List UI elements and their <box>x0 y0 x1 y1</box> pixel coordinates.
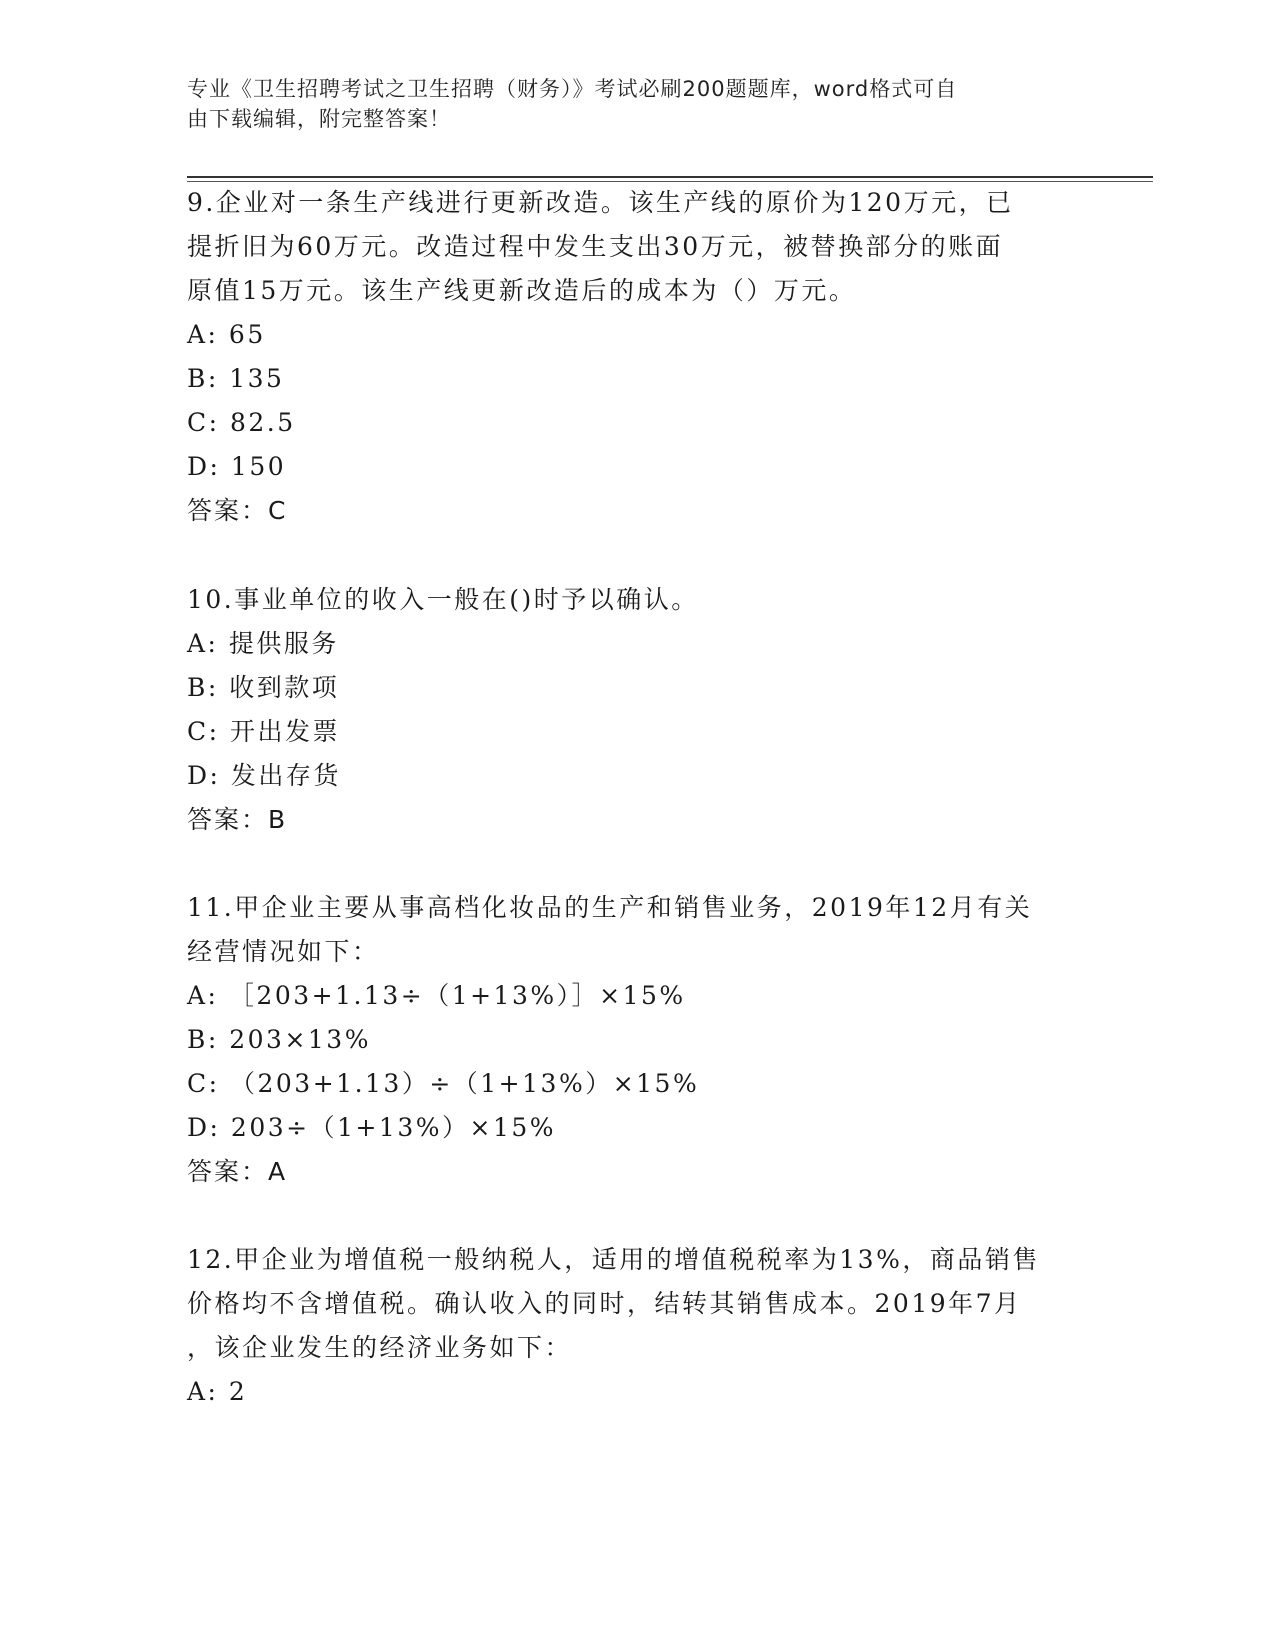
header-line-2: 由下载编辑，附完整答案！ <box>187 107 451 131</box>
question-11-option-c: C: （203+1.13）÷（1+13%）×15% <box>187 1069 700 1098</box>
question-9-stem-line-3: 原值15万元。该生产线更新改造后的成本为（）万元。 <box>187 276 857 305</box>
question-10-option-a: A: 提供服务 <box>187 629 339 658</box>
question-11-option-b: B: 203×13% <box>187 1025 371 1054</box>
question-9-option-b: B: 135 <box>187 364 285 393</box>
question-10-option-c: C: 开出发票 <box>187 717 340 746</box>
header-line-1: 专业《卫生招聘考试之卫生招聘（财务）》考试必刷200题题库，word格式可自 <box>187 77 958 101</box>
question-11-stem-line-2: 经营情况如下： <box>187 937 380 966</box>
header-divider-thin <box>187 181 1153 182</box>
question-11-stem-line-1: 11.甲企业主要从事高档化妆品的生产和销售业务，2019年12月有关 <box>187 893 1033 922</box>
question-9-stem-line-1: 9.企业对一条生产线进行更新改造。该生产线的原价为120万元，已 <box>187 188 1014 217</box>
header-divider-thick <box>187 176 1153 178</box>
question-9-option-a: A: 65 <box>187 320 266 349</box>
question-12-stem-line-3: ，该企业发生的经济业务如下： <box>187 1333 573 1362</box>
question-12-option-a: A: 2 <box>187 1377 248 1406</box>
question-9-option-d: D: 150 <box>187 452 287 481</box>
question-11-answer: 答案：A <box>187 1157 288 1186</box>
question-9-answer: 答案：C <box>187 496 288 525</box>
question-11-option-d: D: 203÷（1+13%）×15% <box>187 1113 557 1142</box>
question-9-stem-line-2: 提折旧为60万元。改造过程中发生支出30万元，被替换部分的账面 <box>187 232 1004 261</box>
question-12-stem-line-1: 12.甲企业为增值税一般纳税人，适用的增值税税率为13%，商品销售 <box>187 1245 1040 1274</box>
question-11-option-a: A: ［203+1.13÷（1+13%）］×15% <box>187 981 686 1010</box>
question-9-option-c: C: 82.5 <box>187 408 296 437</box>
document-header <box>187 74 1067 134</box>
question-10-answer: 答案：B <box>187 805 288 834</box>
question-10-stem-line-1: 10.事业单位的收入一般在()时予以确认。 <box>187 585 699 614</box>
question-12-stem-line-2: 价格均不含增值税。确认收入的同时，结转其销售成本。2019年7月 <box>187 1289 1022 1318</box>
question-10-option-d: D: 发出存货 <box>187 761 341 790</box>
question-10-option-b: B: 收到款项 <box>187 673 340 702</box>
